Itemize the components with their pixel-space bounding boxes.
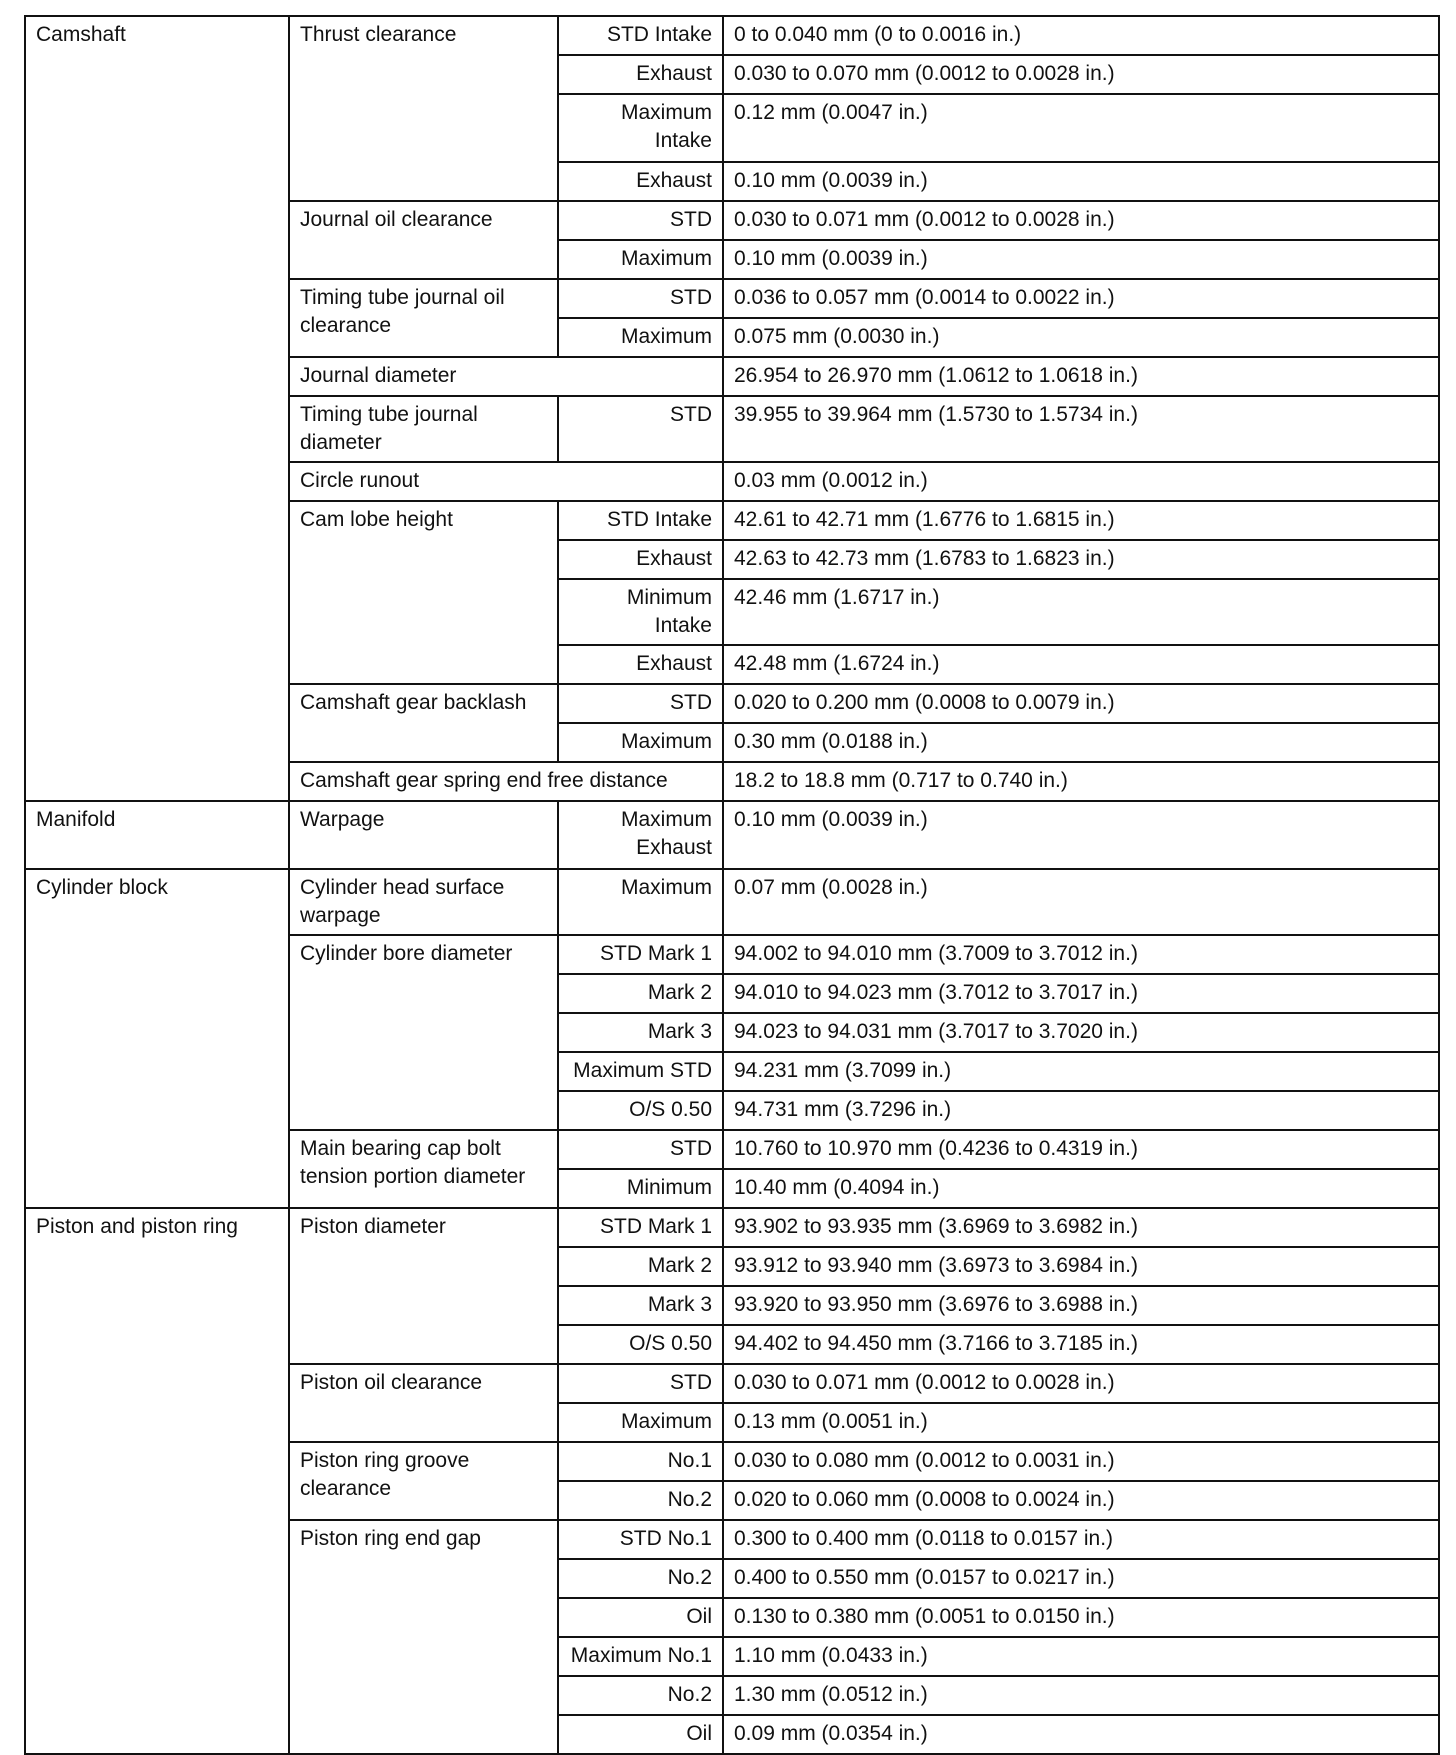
item-label-cell: Camshaft gear spring end free distance: [289, 762, 723, 801]
specification-table-body: [25, 16, 1439, 1754]
value-cell: 0.09 mm (0.0354 in.): [723, 1715, 1439, 1754]
item-label-cell: Camshaft gear backlash: [289, 684, 558, 762]
item-label-cell: Journal diameter: [289, 357, 723, 396]
value-cell: 0.400 to 0.550 mm (0.0157 to 0.0217 in.): [723, 1559, 1439, 1598]
value-cell: 42.61 to 42.71 mm (1.6776 to 1.6815 in.): [723, 501, 1439, 540]
condition-cell: Maximum: [558, 723, 723, 762]
item-label-cell: Cylinder bore diameter: [289, 935, 558, 1130]
item-label-cell: Thrust clearance: [289, 16, 558, 201]
value-cell: 94.010 to 94.023 mm (3.7012 to 3.7017 in.): [723, 974, 1439, 1013]
item-label-cell: Piston ring end gap: [289, 1520, 558, 1754]
condition-cell: Maximum STD: [558, 1052, 723, 1091]
condition-cell: No.1: [558, 1442, 723, 1481]
value-cell: 0.020 to 0.200 mm (0.0008 to 0.0079 in.): [723, 684, 1439, 723]
value-cell: 94.231 mm (3.7099 in.): [723, 1052, 1439, 1091]
value-cell: 0.12 mm (0.0047 in.): [723, 94, 1439, 162]
value-cell: 0.10 mm (0.0039 in.): [723, 162, 1439, 201]
condition-cell: Maximum No.1: [558, 1637, 723, 1676]
item-label-cell: Main bearing cap bolt tension portion diameter: [289, 1130, 558, 1208]
value-cell: 0.30 mm (0.0188 in.): [723, 723, 1439, 762]
condition-cell: Oil: [558, 1598, 723, 1637]
condition-cell: Mark 2: [558, 1247, 723, 1286]
condition-cell: Maximum Exhaust: [558, 801, 723, 869]
value-cell: 0.020 to 0.060 mm (0.0008 to 0.0024 in.): [723, 1481, 1439, 1520]
condition-cell: O/S 0.50: [558, 1091, 723, 1130]
condition-cell: STD: [558, 279, 723, 318]
table-row: [25, 16, 1439, 55]
value-cell: 0.130 to 0.380 mm (0.0051 to 0.0150 in.): [723, 1598, 1439, 1637]
value-cell: 26.954 to 26.970 mm (1.0612 to 1.0618 in.): [723, 357, 1439, 396]
value-cell: 0.030 to 0.070 mm (0.0012 to 0.0028 in.): [723, 55, 1439, 94]
table-row: [25, 801, 1439, 869]
condition-cell: STD: [558, 1130, 723, 1169]
condition-cell: STD No.1: [558, 1520, 723, 1559]
condition-cell: Exhaust: [558, 162, 723, 201]
condition-cell: Maximum: [558, 869, 723, 935]
item-label-cell: Cam lobe height: [289, 501, 558, 684]
condition-cell: No.2: [558, 1676, 723, 1715]
value-cell: 0.036 to 0.057 mm (0.0014 to 0.0022 in.): [723, 279, 1439, 318]
value-cell: 0.10 mm (0.0039 in.): [723, 801, 1439, 869]
condition-cell: Maximum: [558, 240, 723, 279]
value-cell: 42.48 mm (1.6724 in.): [723, 645, 1439, 684]
value-cell: 10.760 to 10.970 mm (0.4236 to 0.4319 in.): [723, 1130, 1439, 1169]
group-name-cell: Manifold: [25, 801, 289, 869]
value-cell: 39.955 to 39.964 mm (1.5730 to 1.5734 in.): [723, 396, 1439, 462]
condition-cell: Mark 2: [558, 974, 723, 1013]
condition-cell: STD: [558, 396, 723, 462]
condition-cell: STD Mark 1: [558, 1208, 723, 1247]
value-cell: 0.10 mm (0.0039 in.): [723, 240, 1439, 279]
group-name-cell: Camshaft: [25, 16, 289, 801]
value-cell: 93.902 to 93.935 mm (3.6969 to 3.6982 in.): [723, 1208, 1439, 1247]
condition-cell: Mark 3: [558, 1013, 723, 1052]
condition-cell: Maximum: [558, 1403, 723, 1442]
specification-table: [24, 15, 1440, 1755]
value-cell: 94.731 mm (3.7296 in.): [723, 1091, 1439, 1130]
condition-cell: STD Mark 1: [558, 935, 723, 974]
condition-cell: Minimum: [558, 1169, 723, 1208]
item-label-cell: Cylinder head surface warpage: [289, 869, 558, 935]
condition-cell: Exhaust: [558, 540, 723, 579]
condition-cell: Oil: [558, 1715, 723, 1754]
table-row: [25, 869, 1439, 935]
value-cell: 0.03 mm (0.0012 in.): [723, 462, 1439, 501]
condition-cell: No.2: [558, 1559, 723, 1598]
item-label-cell: Timing tube journal oil clearance: [289, 279, 558, 357]
condition-cell: STD: [558, 684, 723, 723]
condition-cell: Mark 3: [558, 1286, 723, 1325]
item-label-cell: Timing tube journal diameter: [289, 396, 558, 462]
item-label-cell: Piston ring groove clearance: [289, 1442, 558, 1520]
value-cell: 0.075 mm (0.0030 in.): [723, 318, 1439, 357]
value-cell: 0.030 to 0.071 mm (0.0012 to 0.0028 in.): [723, 201, 1439, 240]
condition-cell: Minimum Intake: [558, 579, 723, 645]
value-cell: 18.2 to 18.8 mm (0.717 to 0.740 in.): [723, 762, 1439, 801]
condition-cell: STD Intake: [558, 501, 723, 540]
item-label-cell: Circle runout: [289, 462, 723, 501]
value-cell: 0.030 to 0.080 mm (0.0012 to 0.0031 in.): [723, 1442, 1439, 1481]
item-label-cell: Warpage: [289, 801, 558, 869]
condition-cell: Exhaust: [558, 55, 723, 94]
condition-cell: No.2: [558, 1481, 723, 1520]
value-cell: 93.912 to 93.940 mm (3.6973 to 3.6984 in.): [723, 1247, 1439, 1286]
condition-cell: STD Intake: [558, 16, 723, 55]
value-cell: 94.002 to 94.010 mm (3.7009 to 3.7012 in.): [723, 935, 1439, 974]
value-cell: 1.30 mm (0.0512 in.): [723, 1676, 1439, 1715]
group-name-cell: Cylinder block: [25, 869, 289, 1208]
condition-cell: O/S 0.50: [558, 1325, 723, 1364]
item-label-cell: Piston oil clearance: [289, 1364, 558, 1442]
item-label-cell: Journal oil clearance: [289, 201, 558, 279]
condition-cell: STD: [558, 201, 723, 240]
value-cell: 0.07 mm (0.0028 in.): [723, 869, 1439, 935]
group-name-cell: Piston and piston ring: [25, 1208, 289, 1754]
value-cell: 42.63 to 42.73 mm (1.6783 to 1.6823 in.): [723, 540, 1439, 579]
value-cell: 93.920 to 93.950 mm (3.6976 to 3.6988 in.): [723, 1286, 1439, 1325]
value-cell: 0.13 mm (0.0051 in.): [723, 1403, 1439, 1442]
value-cell: 10.40 mm (0.4094 in.): [723, 1169, 1439, 1208]
value-cell: 0.030 to 0.071 mm (0.0012 to 0.0028 in.): [723, 1364, 1439, 1403]
value-cell: 42.46 mm (1.6717 in.): [723, 579, 1439, 645]
value-cell: 1.10 mm (0.0433 in.): [723, 1637, 1439, 1676]
condition-cell: Maximum: [558, 318, 723, 357]
condition-cell: Maximum Intake: [558, 94, 723, 162]
condition-cell: STD: [558, 1364, 723, 1403]
value-cell: 0 to 0.040 mm (0 to 0.0016 in.): [723, 16, 1439, 55]
item-label-cell: Piston diameter: [289, 1208, 558, 1364]
value-cell: 94.402 to 94.450 mm (3.7166 to 3.7185 in.): [723, 1325, 1439, 1364]
value-cell: 94.023 to 94.031 mm (3.7017 to 3.7020 in.): [723, 1013, 1439, 1052]
value-cell: 0.300 to 0.400 mm (0.0118 to 0.0157 in.): [723, 1520, 1439, 1559]
condition-cell: Exhaust: [558, 645, 723, 684]
table-row: [25, 1208, 1439, 1247]
